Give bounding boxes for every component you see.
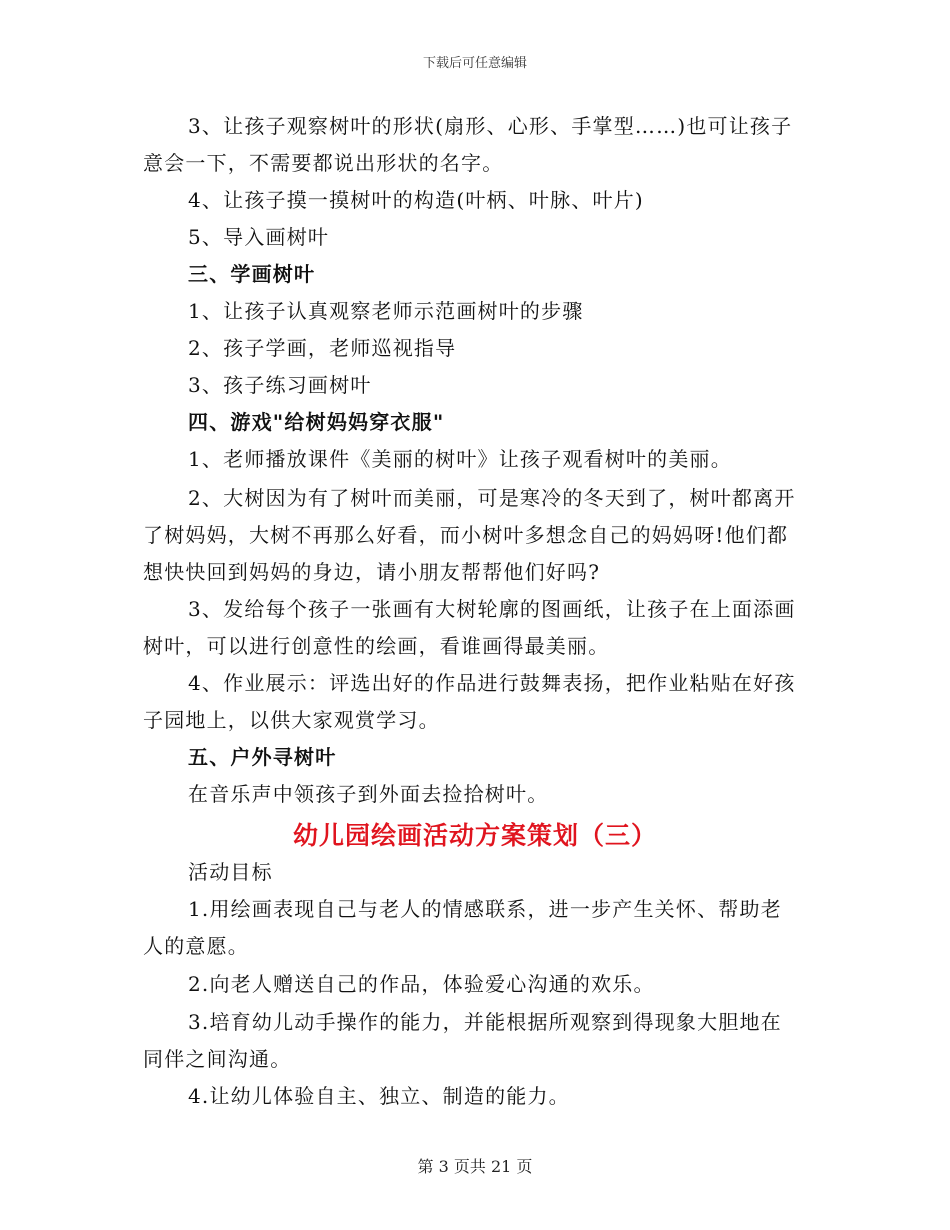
document-title: 幼儿园绘画活动方案策划（三） <box>292 821 657 850</box>
paragraph-line: 4.让幼儿体验自主、独立、制造的能力。 <box>188 1084 570 1108</box>
paragraph-line: 想快快回到妈妈的身边，请小朋友帮帮他们好吗? <box>143 560 601 584</box>
paragraph-line: 3、发给每个孩子一张画有大树轮廓的图画纸，让孩子在上面添画 <box>188 597 796 621</box>
paragraph-line: 5、导入画树叶 <box>188 225 330 249</box>
paragraph-line: 人的意愿。 <box>143 934 249 958</box>
paragraph-line: 1、让孩子认真观察老师示范画树叶的步骤 <box>188 299 584 323</box>
paragraph-line: 在音乐声中领孩子到外面去捡拾树叶。 <box>188 782 549 806</box>
section-heading: 五、户外寻树叶 <box>188 745 337 769</box>
section-heading: 四、游戏"给树妈妈穿衣服" <box>188 410 445 434</box>
paragraph-line: 2.向老人赠送自己的作品，体验爱心沟通的欢乐。 <box>188 972 655 996</box>
page-header: 下载后可任意编辑 <box>422 56 527 71</box>
paragraph-line: 4、作业展示：评选出好的作品进行鼓舞表扬，把作业粘贴在好孩 <box>188 671 796 695</box>
paragraph-line: 活动目标 <box>188 860 273 884</box>
paragraph-line: 1.用绘画表现自己与老人的情感联系，进一步产生关怀、帮助老 <box>188 897 782 921</box>
paragraph-line: 了树妈妈，大树不再那么好看，而小树叶多想念自己的妈妈呀!他们都 <box>143 523 789 547</box>
paragraph-line: 意会一下，不需要都说出形状的名字。 <box>143 151 504 175</box>
paragraph-line: 3.培育幼儿动手操作的能力，并能根据所观察到得现象大胆地在 <box>188 1010 782 1034</box>
paragraph-line: 同伴之间沟通。 <box>143 1047 292 1071</box>
paragraph-line: 3、孩子练习画树叶 <box>188 373 372 397</box>
paragraph-line: 子园地上，以供大家观赏学习。 <box>143 708 440 732</box>
paragraph-line: 树叶，可以进行创意性的绘画，看谁画得最美丽。 <box>143 634 610 658</box>
section-heading: 三、学画树叶 <box>188 262 316 286</box>
paragraph-line: 2、孩子学画，老师巡视指导 <box>188 336 457 360</box>
paragraph-line: 3、让孩子观察树叶的形状(扇形、心形、手掌型……)也可让孩子 <box>188 114 793 138</box>
paragraph-line: 4、让孩子摸一摸树叶的构造(叶柄、叶脉、叶片) <box>188 188 644 212</box>
paragraph-line: 1、老师播放课件《美丽的树叶》让孩子观看树叶的美丽。 <box>188 447 732 471</box>
page-footer: 第 3 页共 21 页 <box>417 1157 533 1176</box>
paragraph-line: 2、大树因为有了树叶而美丽，可是寒冷的冬天到了，树叶都离开 <box>188 486 796 510</box>
